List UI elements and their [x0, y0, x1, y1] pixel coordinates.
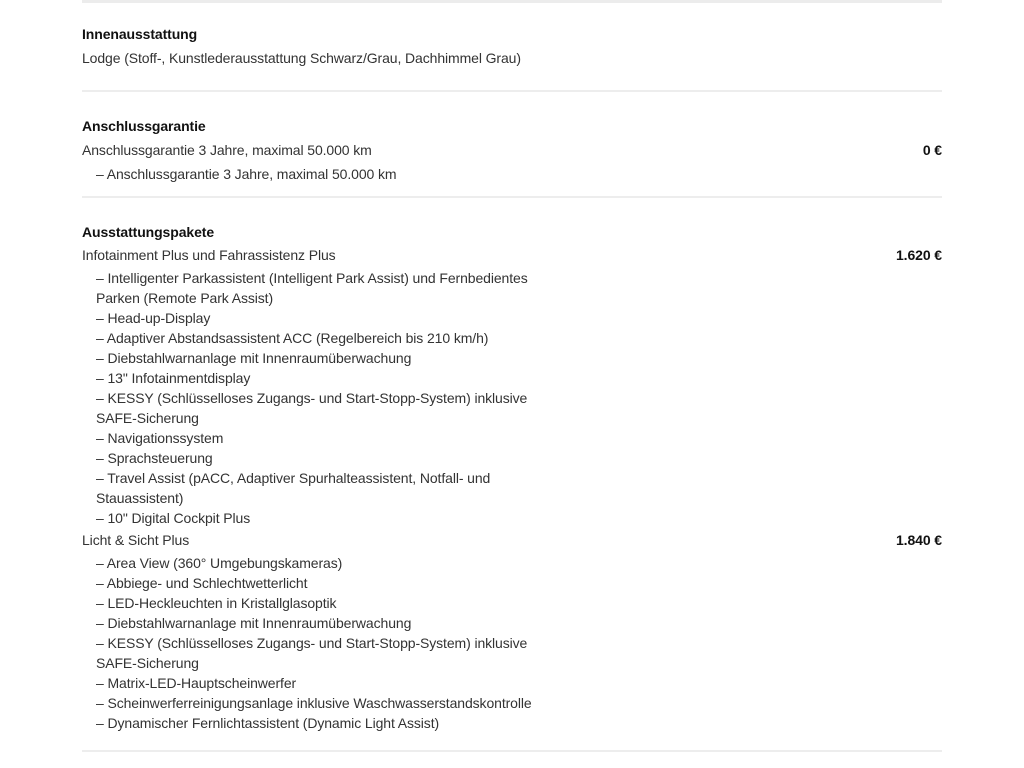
list-item-text-continued: SAFE-Sicherung: [96, 410, 199, 426]
list-item-text: – Intelligenter Parkassistent (Intelligent Park Assist) und Fernbedientes: [96, 270, 528, 286]
package-feature-list: [82, 553, 942, 733]
warranty-item: [82, 140, 942, 160]
list-item-text: – 13" Infotainmentdisplay: [96, 370, 251, 386]
list-item: [82, 468, 942, 508]
interior-value-text: Lodge (Stoff-, Kunstlederausstattung Schwarz/Grau, Dachhimmel Grau): [82, 50, 521, 66]
package-price: 1.840 €: [895, 532, 942, 548]
list-item-text: – LED-Heckleuchten in Kristallglasoptik: [96, 595, 337, 611]
section-divider: [82, 90, 942, 92]
interior-value: [82, 48, 942, 68]
packages-title: Ausstattungspakete: [82, 224, 215, 240]
list-item-text-continued: Stauassistent): [96, 490, 184, 506]
list-item: [82, 673, 942, 693]
list-item: [82, 348, 942, 368]
package-feature-list: [82, 268, 942, 528]
list-item-text: – Navigationssystem: [96, 430, 224, 446]
list-item-text: – Area View (360° Umgebungskameras): [96, 555, 343, 571]
list-item: [82, 553, 942, 573]
list-item-text: – Diebstahlwarnanlage mit Innenraumüberwachung: [96, 615, 412, 631]
list-item: [82, 388, 942, 428]
list-item-text: – KESSY (Schlüsselloses Zugangs- und Start-Stopp-System) inklusive: [96, 635, 528, 651]
list-item-text-continued: Parken (Remote Park Assist): [96, 290, 274, 306]
list-item-text: – Travel Assist (pACC, Adaptiver Spurhalteassistent, Notfall- und: [96, 470, 491, 486]
section-divider: [82, 0, 942, 3]
list-item-text: – Adaptiver Abstandsassistent ACC (Regelbereich bis 210 km/h): [96, 330, 489, 346]
list-item-text: – Head-up-Display: [96, 310, 211, 326]
section-divider: [82, 196, 942, 198]
package-item: [82, 245, 942, 265]
list-item: [82, 573, 942, 593]
list-item: [82, 613, 942, 633]
warranty-sub-list: [82, 164, 942, 184]
package-name: Licht & Sicht Plus: [82, 532, 190, 548]
list-item: [82, 448, 942, 468]
list-item: [82, 368, 942, 388]
package-item: [82, 530, 942, 550]
list-item: [82, 508, 942, 528]
interior-section: [82, 24, 942, 68]
package-price: 1.620 €: [895, 247, 942, 263]
warranty-section: [82, 116, 942, 184]
list-item-text: – Scheinwerferreinigungsanlage inklusive Waschwasserstandskontrolle: [96, 695, 532, 711]
section-divider: [82, 750, 942, 752]
list-item-text: – Abbiege- und Schlechtwetterlicht: [96, 575, 308, 591]
list-item: [82, 308, 942, 328]
warranty-item-price: 0 €: [922, 142, 942, 158]
list-item-text: – Sprachsteuerung: [96, 450, 213, 466]
packages-section: [82, 222, 942, 733]
list-item: [82, 428, 942, 448]
list-item: [82, 693, 942, 713]
list-item-text: – Diebstahlwarnanlage mit Innenraumüberwachung: [96, 350, 412, 366]
list-item-text: – KESSY (Schlüsselloses Zugangs- und Start-Stopp-System) inklusive: [96, 390, 528, 406]
list-item: [82, 328, 942, 348]
list-item-text: – Dynamischer Fernlichtassistent (Dynamic Light Assist): [96, 715, 440, 731]
list-item: [82, 268, 942, 308]
list-item-text: – Matrix-LED-Hauptscheinwerfer: [96, 675, 297, 691]
list-item-text: – Anschlussgarantie 3 Jahre, maximal 50.000 km: [96, 166, 397, 182]
list-item: [82, 164, 942, 184]
interior-title: Innenausstattung: [82, 26, 198, 42]
list-item: [82, 713, 942, 733]
package-name: Infotainment Plus und Fahrassistenz Plus: [82, 247, 336, 263]
list-item-text: – 10" Digital Cockpit Plus: [96, 510, 251, 526]
list-item: [82, 593, 942, 613]
list-item: [82, 633, 942, 673]
list-item-text-continued: SAFE-Sicherung: [96, 655, 199, 671]
warranty-item-name: Anschlussgarantie 3 Jahre, maximal 50.000 km: [82, 142, 372, 158]
warranty-title: Anschlussgarantie: [82, 118, 206, 134]
